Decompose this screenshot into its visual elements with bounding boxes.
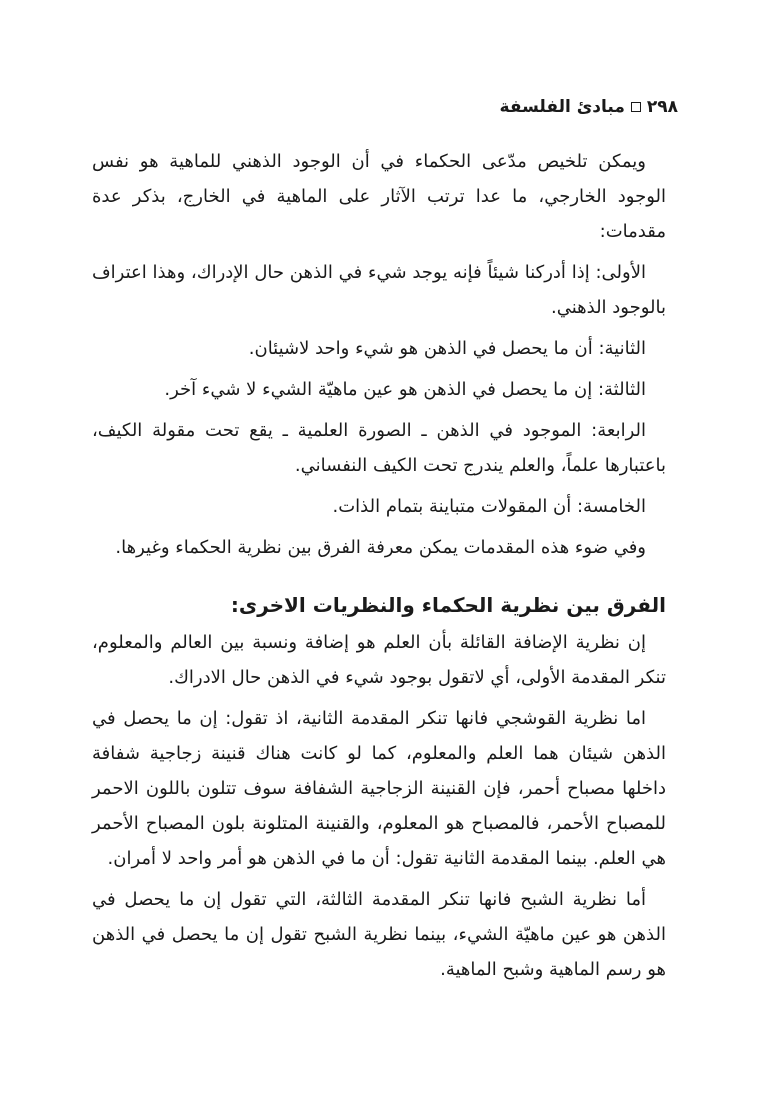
premise-fourth: الرابعة: الموجود في الذهن ـ الصورة العلمية ـ يقع تحت مقولة الكيف، باعتبارها علماً، والعلم يندرج تحت الكيف النفساني. bbox=[92, 420, 666, 476]
premise-first: الأولى: إذا أدركنا شيئاً فإنه يوجد شيء في الذهن حال الإدراك، وهذا اعتراف بالوجود الذهني. bbox=[92, 262, 666, 318]
conclusion-paragraph: وفي ضوء هذه المقدمات يمكن معرفة الفرق بين نظرية الحكماء وغيرها. bbox=[115, 537, 646, 558]
running-header bbox=[500, 96, 678, 118]
premise-second: الثانية: أن ما يحصل في الذهن هو شيء واحد لاشيئان. bbox=[248, 338, 646, 359]
premise-fifth: الخامسة: أن المقولات متباينة بتمام الذات. bbox=[332, 496, 646, 517]
paragraph-idafa-theory: إن نظرية الإضافة القائلة بأن العلم هو إضافة ونسبة بين العالم والمعلوم، تنكر المقدمة الأولى، أي لاتقول بوجود شيء في الذهن حال الادراك. bbox=[92, 632, 666, 688]
page-number: ٢٩٨ bbox=[646, 97, 678, 117]
section-heading: الفرق بين نظرية الحكماء والنظريات الاخرى: bbox=[230, 593, 666, 617]
book-title: مبادئ الفلسفة bbox=[499, 97, 625, 117]
premise-third: الثالثة: إن ما يحصل في الذهن هو عين ماهيّة الشيء لا شيء آخر. bbox=[164, 379, 646, 400]
body-text bbox=[92, 144, 666, 987]
square-separator-icon bbox=[631, 102, 641, 112]
paragraph-qushji-theory: اما نظرية القوشجي فانها تنكر المقدمة الثانية، اذ تقول: إن ما يحصل في الذهن شيئان هما العلم والمعلوم، كما لو كانت هناك قنينة زجاجية شفافة داخلها مصباح أحمر، فإن القنينة الزجاجية الشفافة سوف تتلون باللون الاحمر للمصباح الأحمر، فالمصباح هو المعلوم، والقنينة المتلونة بلون المصباح الأحمر هي العلم. بينما المقدمة الثانية تقول: أن ما في الذهن هو أمر واحد لا أمران. bbox=[92, 708, 666, 869]
intro-paragraph: ويمكن تلخيص مدّعى الحكماء في أن الوجود الذهني للماهية هو نفس الوجود الخارجي، ما عدا ترتب الآثار على الماهية في الخارج، بذكر عدة مقدمات: bbox=[92, 151, 666, 242]
paragraph-shabah-theory: أما نظرية الشبح فانها تنكر المقدمة الثالثة، التي تقول إن ما يحصل في الذهن هو عين ماهيّة الشيء، بينما نظرية الشبح تقول إن ما يحصل في الذهن هو رسم الماهية وشبح الماهية. bbox=[92, 889, 666, 980]
